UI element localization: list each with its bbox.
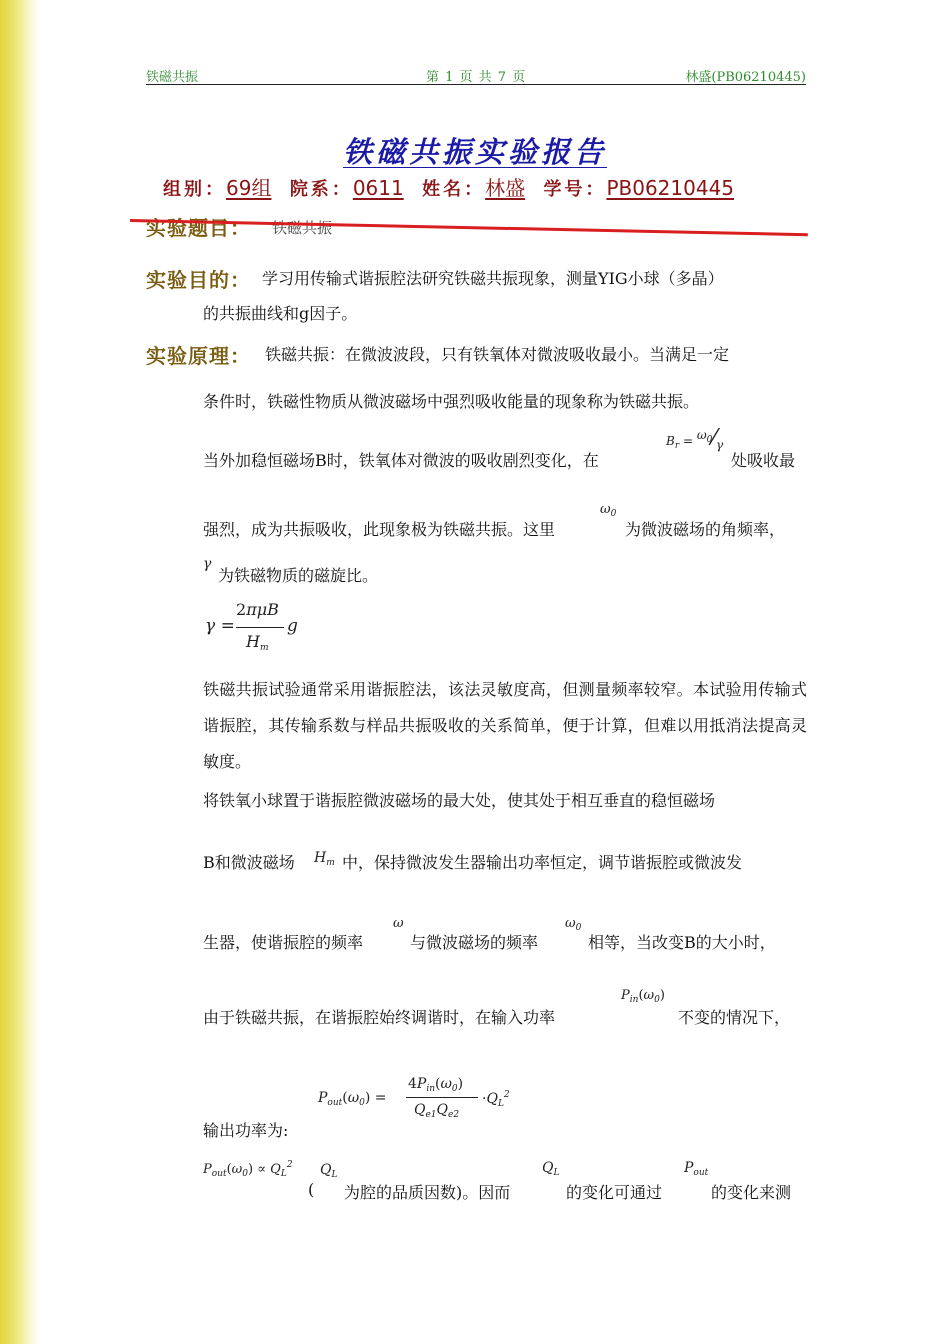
principle-p11-a: ( xyxy=(308,1180,315,1199)
principle-p1-line1: 铁磁共振：在微波波段，只有铁氧体对微波吸收最小。当满足一定 xyxy=(265,345,730,364)
header-page-number: 第 1 页 共 7 页 xyxy=(426,70,527,85)
group-value: 69组 xyxy=(226,176,272,200)
gamma-symbol: γ xyxy=(203,556,212,572)
principle-p5: 铁磁共振试验通常采用谐振腔法，该法灵敏度高，但测量频率较窄。本试验用传输式谐振腔，其传输系数与样品共振吸收的关系简单，便于计算，但难以用抵消法提高灵敏度。 xyxy=(203,680,807,771)
pout-formula-lhs: $P_{out}(\omega_0)$ = xyxy=(318,1090,387,1108)
principle-p7-a: B和微波磁场 xyxy=(203,853,295,872)
principle-p2-a: 当外加稳恒磁场B时，铁氧体对微波的吸收剧烈变化，在 xyxy=(203,451,599,470)
gamma-formula-g: g xyxy=(287,616,298,636)
name-value: 林盛 xyxy=(485,176,526,200)
principle-p10: 输出功率为: xyxy=(203,1121,289,1140)
pout-formula-numerator: $4P_{in}(\omega_0)$ xyxy=(408,1076,464,1094)
topic-label: 实验题目： xyxy=(146,216,251,240)
document-title-text: 铁磁共振实验报告 xyxy=(342,135,607,169)
pout-formula-ql: $\cdot Q_L^2$ xyxy=(482,1090,510,1109)
principle-p8-b: 与微波磁场的频率 xyxy=(410,933,539,952)
purpose-line-2: 的共振曲线和g因子。 xyxy=(203,304,358,323)
header-right: 林盛(PB06210445) xyxy=(685,70,806,85)
principle-p3-b: 为微波磁场的角频率， xyxy=(625,520,786,539)
ql-symbol-2: $Q_L$ xyxy=(542,1160,560,1178)
omega0-symbol: $\omega_0$ xyxy=(600,502,617,519)
dept-label: 院系： xyxy=(289,179,353,200)
purpose-label: 实验目的： xyxy=(146,268,251,292)
header-left: 铁磁共振 xyxy=(146,70,199,85)
principle-p3-a: 强烈，成为共振吸收，此现象极为铁磁共振。这里 xyxy=(203,520,556,539)
pin-symbol: $P_{in}(\omega_0)$ xyxy=(621,988,665,1005)
hm-symbol: $H_m$ xyxy=(314,850,335,868)
principle-p11-c: 的变化可通过 xyxy=(566,1183,663,1202)
pout-formula-fraction-bar xyxy=(406,1097,478,1098)
principle-p6: 将铁氧小球置于谐振腔微波磁场的最大处，使其处于相互垂直的稳恒磁场 xyxy=(203,791,716,810)
principle-p9-a: 由于铁磁共振，在谐振腔始终调谐时，在输入功率 xyxy=(203,1008,556,1027)
omega0-symbol-2: $\omega_0$ xyxy=(565,916,582,933)
document-title xyxy=(0,130,950,171)
principle-p1-line2: 条件时，铁磁性物质从微波磁场中强烈吸收能量的现象称为铁磁共振。 xyxy=(203,392,700,411)
principle-p11-d: 的变化来测 xyxy=(711,1183,792,1202)
principle-p8-a: 生器，使谐振腔的频率 xyxy=(203,933,364,952)
topic-value: 铁磁共振 xyxy=(272,219,333,237)
group-label: 组别： xyxy=(163,179,226,200)
omega-symbol: ω xyxy=(393,916,404,931)
pout-formula-denominator: $Q_{e1}Q_{e2}$ xyxy=(414,1102,460,1120)
dept-value: 0611 xyxy=(352,176,404,200)
purpose-line-1: 学习用传输式谐振腔法研究铁磁共振现象，测量YIG小球（多晶） xyxy=(262,269,724,288)
page-header xyxy=(146,66,806,85)
principle-p11-b: 为腔的品质因数)。因而 xyxy=(344,1183,511,1202)
gamma-formula-lhs: γ = xyxy=(205,616,235,636)
pout-symbol: $P_{out}$ xyxy=(684,1160,709,1178)
name-label: 姓名： xyxy=(422,179,486,200)
principle-p9-b: 不变的情况下， xyxy=(678,1008,791,1027)
principle-p8-c: 相等，当改变B的大小时， xyxy=(588,933,776,952)
principle-p7-b: 中，保持微波发生器输出功率恒定，调节谐振腔或微波发 xyxy=(342,853,743,872)
gamma-formula-denominator: $H_m$ xyxy=(246,632,269,653)
principle-label: 实验原理： xyxy=(146,344,251,368)
principle-p4: 为铁磁物质的磁旋比。 xyxy=(218,566,379,585)
student-info xyxy=(163,172,746,201)
gamma-formula-fraction-bar xyxy=(236,627,284,628)
resonance-condition-formula: $B_r$ = $\omega_0⁄\gamma$ xyxy=(666,426,724,452)
page-side-gradient xyxy=(0,0,40,1344)
gamma-formula-numerator: 2πμB xyxy=(236,600,279,619)
id-value: PB06210445 xyxy=(606,176,735,200)
principle-p2-b: 处吸收最 xyxy=(731,451,796,470)
ql-symbol: $Q_L$ xyxy=(320,1162,338,1180)
id-label: 学号： xyxy=(543,179,607,200)
pout-proportional-formula: $P_{out}(\omega_0) \propto Q_L^2$ xyxy=(203,1160,293,1179)
